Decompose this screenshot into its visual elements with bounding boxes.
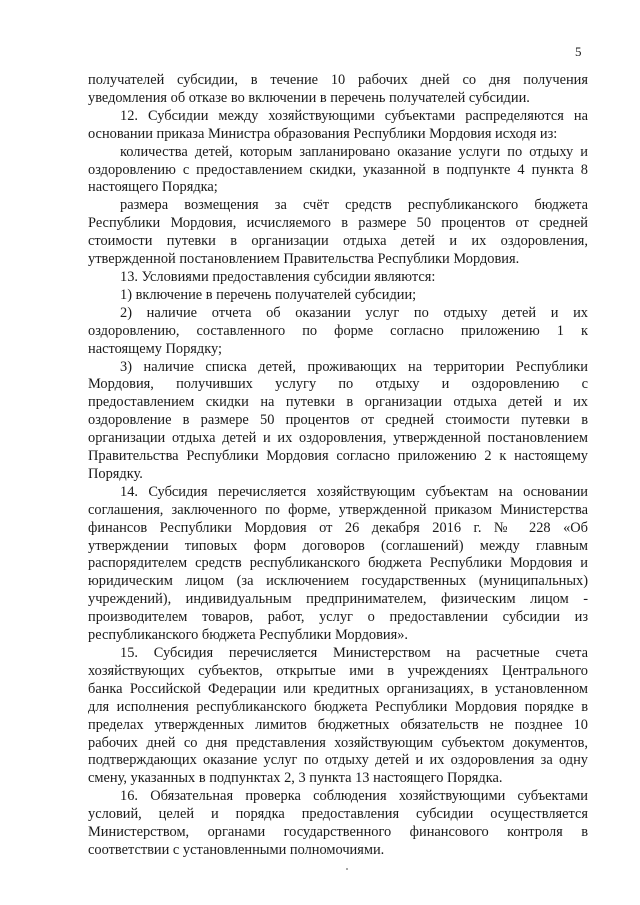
text-line: Республики Мордовия, исчисляемого в размере 50 процентов от средней: [88, 215, 588, 232]
paragraph-p15: [88, 645, 588, 788]
text-line: размера возмещения за счёт средств республиканского бюджета: [120, 197, 588, 214]
text-line: организации отдыха детей и их оздоровления, утвержденной постановлением: [88, 430, 588, 447]
text-line: получателей субсидии, в течение 10 рабочих дней со дня получения: [88, 72, 588, 88]
text-line: настоящего Порядка;: [88, 179, 218, 196]
paragraph-p13-1: [88, 287, 588, 305]
text-line: хозяйствующих субъектов, открытые ими в учреждениях Центрального: [88, 662, 588, 679]
page-number: 5: [575, 44, 582, 59]
text-line: 15. Субсидия перечисляется Министерством на расчетные счета: [120, 645, 588, 661]
text-line: пределах утвержденных лимитов бюджетных обязательств не позднее 10: [88, 716, 588, 733]
text-line: соглашения, заключенного по форме, утвержденной приказом Министерства: [88, 501, 588, 518]
document-body: [88, 72, 588, 860]
text-line: финансов Республики Мордовия от 26 декабря 2016 г. № 228 «Об: [88, 519, 588, 536]
text-line: оздоровлению с предоставлением скидки, указанной в подпункте 4 пункта 8: [88, 161, 588, 178]
text-line: 16. Обязательная проверка соблюдения хозяйствующими субъектами: [120, 788, 588, 805]
text-line: 13. Условиями предоставления субсидии являются:: [120, 268, 436, 285]
paragraph-p-cont: [88, 72, 588, 108]
text-line: распорядителем средств республиканского бюджета Республики Мордовия и: [88, 555, 588, 572]
text-line: 1) включение в перечень получателей субсидии;: [120, 286, 417, 303]
paragraph-p12b: [88, 197, 588, 269]
text-line: условий, целей и порядка предоставления субсидии осуществляется: [88, 806, 588, 823]
text-line: уведомления об отказе во включении в перечень получателей субсидии.: [88, 89, 530, 106]
text-line: производителем товаров, работ, услуг о предоставлении субсидии из: [88, 609, 588, 626]
text-line: 12. Субсидии между хозяйствующими субъектами распределяются на: [120, 107, 588, 124]
text-line: учреждений), индивидуальным предпринимателем, физическим лицом -: [88, 591, 588, 608]
text-line: стоимости путевки в организации отдыха детей и их оздоровления,: [88, 233, 588, 250]
text-line: оздоровлению, составленного по форме согласно приложению 1 к: [88, 322, 588, 339]
text-line: для исполнения республиканского бюджета Республики Мордовия порядке в: [88, 698, 588, 715]
scan-speck: [346, 868, 348, 870]
text-line: Порядку.: [88, 465, 143, 482]
text-line: рабочих дней со дня представления хозяйствующим субъектом документов,: [88, 734, 588, 751]
paragraph-p12: [88, 108, 588, 144]
text-line: республиканского бюджета Республики Мордовия».: [88, 627, 409, 644]
text-line: подтверждающих оказание услуг по отдыху детей и их оздоровления за одну: [88, 752, 588, 769]
text-line: 3) наличие списка детей, проживающих на территории Республики: [120, 358, 588, 375]
text-line: основании приказа Министра образования Республики Мордовия исходя из:: [88, 125, 558, 142]
text-line: количества детей, которым запланировано оказание услуги по отдыху и: [120, 143, 588, 160]
paragraph-p13-2: [88, 305, 588, 359]
paragraph-p14: [88, 484, 588, 645]
text-line: оздоровление в размере 50 процентов от средней стоимости путевки в: [88, 412, 588, 429]
text-line: настоящему Порядку;: [88, 340, 222, 357]
text-line: соответствии с установленными полномочиями.: [88, 841, 385, 858]
text-line: Министерством, органами государственного финансового контроля в: [88, 824, 588, 841]
paragraph-p16: [88, 788, 588, 860]
text-line: предоставлением скидки на путевки в организации отдыха детей и их: [88, 394, 588, 411]
text-line: юридическим лицом (за исключением государственных (муниципальных): [88, 573, 588, 590]
text-line: смену, указанных в подпунктах 2, 3 пункта 13 настоящего Порядка.: [88, 770, 503, 787]
text-line: Правительства Республики Мордовия согласно приложению 2 к настоящему: [88, 448, 588, 465]
paragraph-p13-3: [88, 359, 588, 484]
text-line: Мордовия, получивших услугу по отдыху и оздоровлению с: [88, 376, 588, 393]
text-line: 14. Субсидия перечисляется хозяйствующим субъектам на основании: [120, 483, 588, 500]
paragraph-p12a: [88, 144, 588, 198]
text-line: банка Российской Федерации или кредитных организациях, в установленном: [88, 680, 588, 697]
paragraph-p13: [88, 269, 588, 287]
text-line: 2) наличие отчета об оказании услуг по отдыху детей и их: [120, 304, 588, 321]
text-line: утвержденной постановлением Правительства Республики Мордовия.: [88, 251, 520, 268]
text-line: утверждении типовых форм договоров (соглашений) между главным: [88, 537, 588, 554]
